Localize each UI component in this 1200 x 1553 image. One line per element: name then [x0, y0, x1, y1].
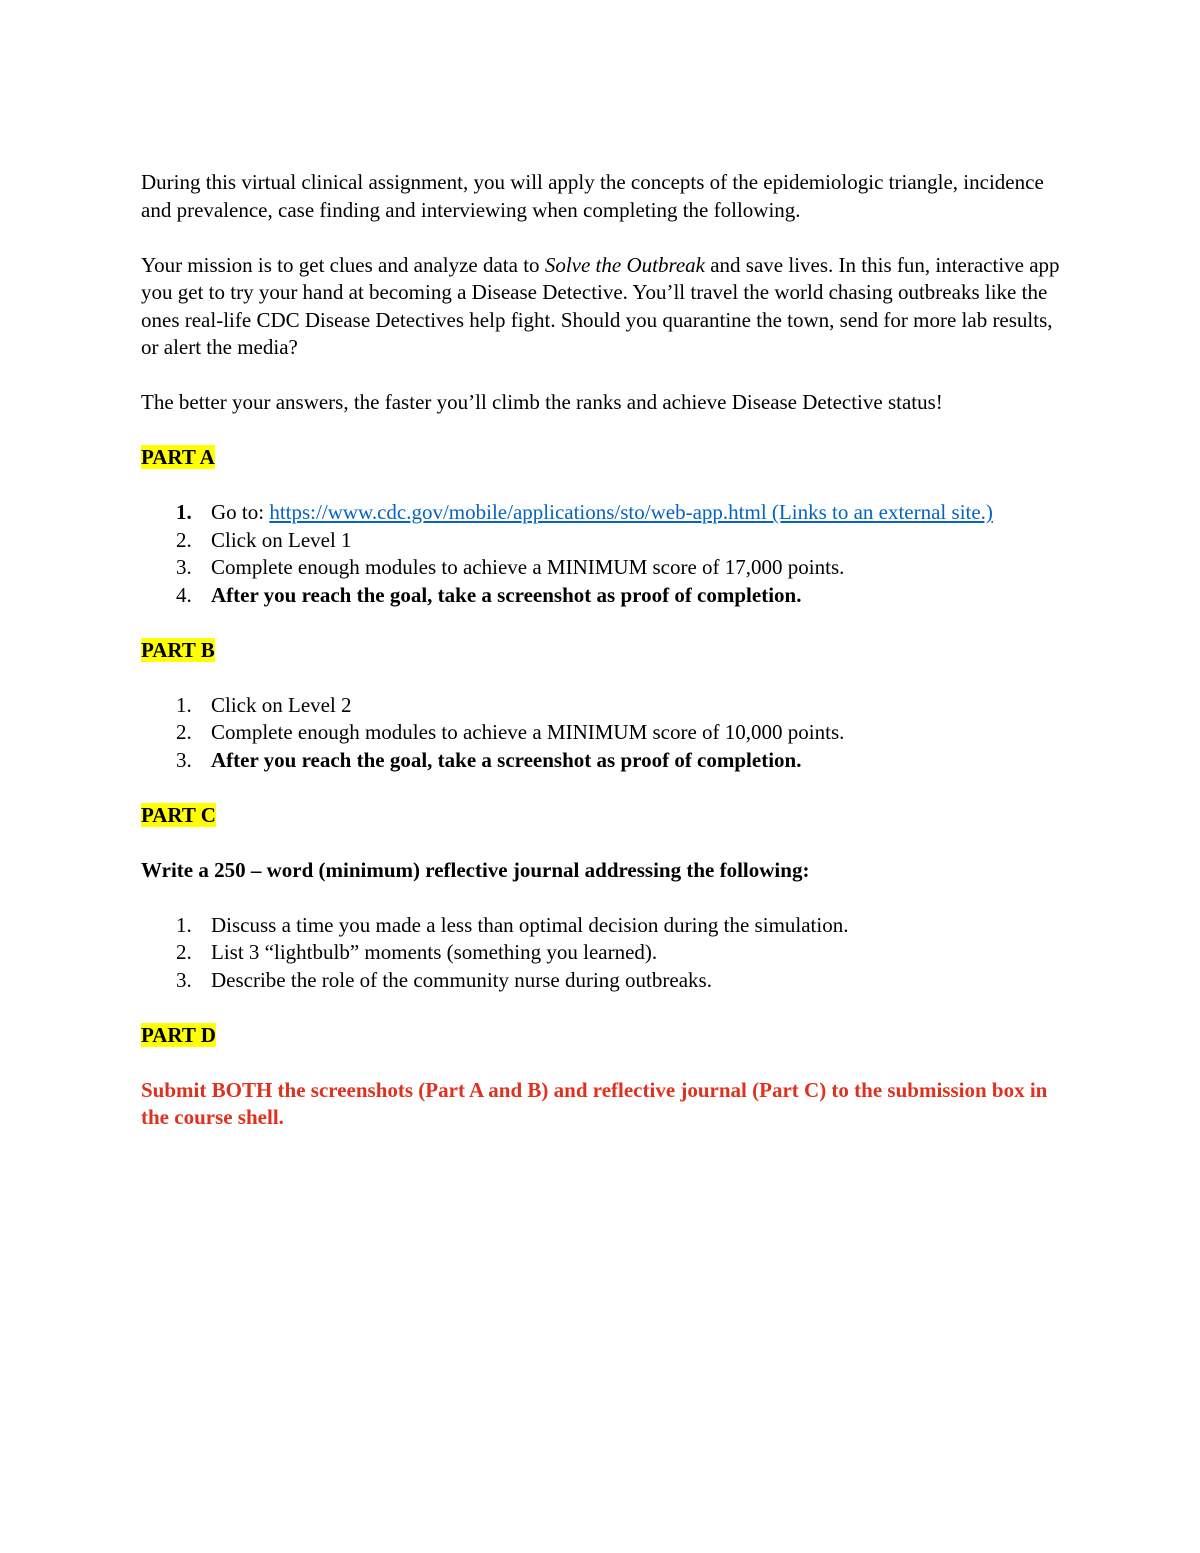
list-number: 3. — [176, 747, 192, 772]
intro-paragraph-1: During this virtual clinical assignment, you will apply the concepts of the epidemiologic triangle, incidence and prevalence, case finding and interviewing when completing the following. — [141, 170, 1044, 222]
list-item-text: After you reach the goal, take a screenshot as proof of completion. — [211, 747, 802, 772]
cdc-web-app-link[interactable]: https://www.cdc.gov/mobile/applications/sto/web-app.html (Links to an external site.) — [269, 500, 993, 524]
list-item-text: Click on Level 2 — [211, 692, 352, 717]
intro-paragraph-2 — [141, 252, 1071, 362]
intro-paragraph-3: The better your answers, the faster you’ll climb the ranks and achieve Disease Detective status! — [141, 390, 943, 414]
list-item — [141, 747, 1071, 775]
list-number: 3. — [176, 967, 192, 992]
list-number: 1. — [176, 912, 192, 937]
list-number: 1. — [176, 692, 192, 717]
list-item — [141, 527, 1071, 555]
list-item-text: Complete enough modules to achieve a MINIMUM score of 17,000 points. — [211, 555, 845, 579]
list-item-prefix: Go to: — [211, 500, 270, 524]
list-item-text: Click on Level 1 — [211, 527, 352, 552]
part-b-heading-text: PART B — [141, 637, 215, 662]
list-item — [141, 939, 1071, 967]
list-number: 1. — [176, 500, 192, 524]
part-a-heading-text: PART A — [141, 445, 215, 469]
list-item-text: Describe the role of the community nurse during outbreaks. — [211, 967, 712, 992]
list-number: 3. — [176, 555, 192, 579]
part-c-instruction: Write a 250 – word (minimum) reflective journal addressing the following: — [141, 857, 810, 882]
list-number: 2. — [176, 720, 192, 744]
part-c-heading — [141, 802, 1071, 830]
list-number: 2. — [176, 527, 192, 552]
intro-paragraph-2-end: and save lives. In this fun, interactive app you get to try your hand at becoming a Disease Detective. You’ll travel the world chasing outbreaks like the ones real-life CDC Disease Detectives help fight. Should you quarantine the town, send for more lab results, or alert the media? — [141, 252, 1060, 359]
list-item — [141, 719, 1071, 747]
list-item — [141, 912, 1071, 940]
part-a-heading — [141, 444, 1071, 472]
document-page — [141, 169, 1071, 1132]
intro-paragraph-2-start: Your mission is to get clues and analyze data to — [141, 252, 545, 277]
part-c-heading-text: PART C — [141, 802, 216, 827]
list-item — [141, 582, 1071, 610]
list-number: 4. — [176, 582, 192, 607]
part-d-heading-text: PART D — [141, 1022, 216, 1047]
part-b-heading — [141, 637, 1071, 665]
solve-the-outbreak-title: Solve the Outbreak — [544, 252, 705, 277]
part-a-list — [141, 499, 1071, 609]
list-item-text: Discuss a time you made a less than optimal decision during the simulation. — [211, 912, 849, 937]
list-item-text: After you reach the goal, take a screenshot as proof of completion. — [211, 582, 802, 607]
list-item — [141, 692, 1071, 720]
list-item — [141, 967, 1071, 995]
list-item — [141, 499, 1071, 527]
submission-instructions: Submit BOTH the screenshots (Part A and B) and reflective journal (Part C) to the submission box in the course shell. — [141, 1077, 1048, 1129]
part-b-list — [141, 692, 1071, 775]
list-item-text: Complete enough modules to achieve a MINIMUM score of 10,000 points. — [211, 720, 845, 744]
part-d-heading — [141, 1022, 1071, 1050]
list-item — [141, 554, 1071, 582]
part-c-list — [141, 912, 1071, 995]
list-item-text: List 3 “lightbulb” moments (something you learned). — [211, 940, 658, 964]
list-number: 2. — [176, 940, 192, 964]
